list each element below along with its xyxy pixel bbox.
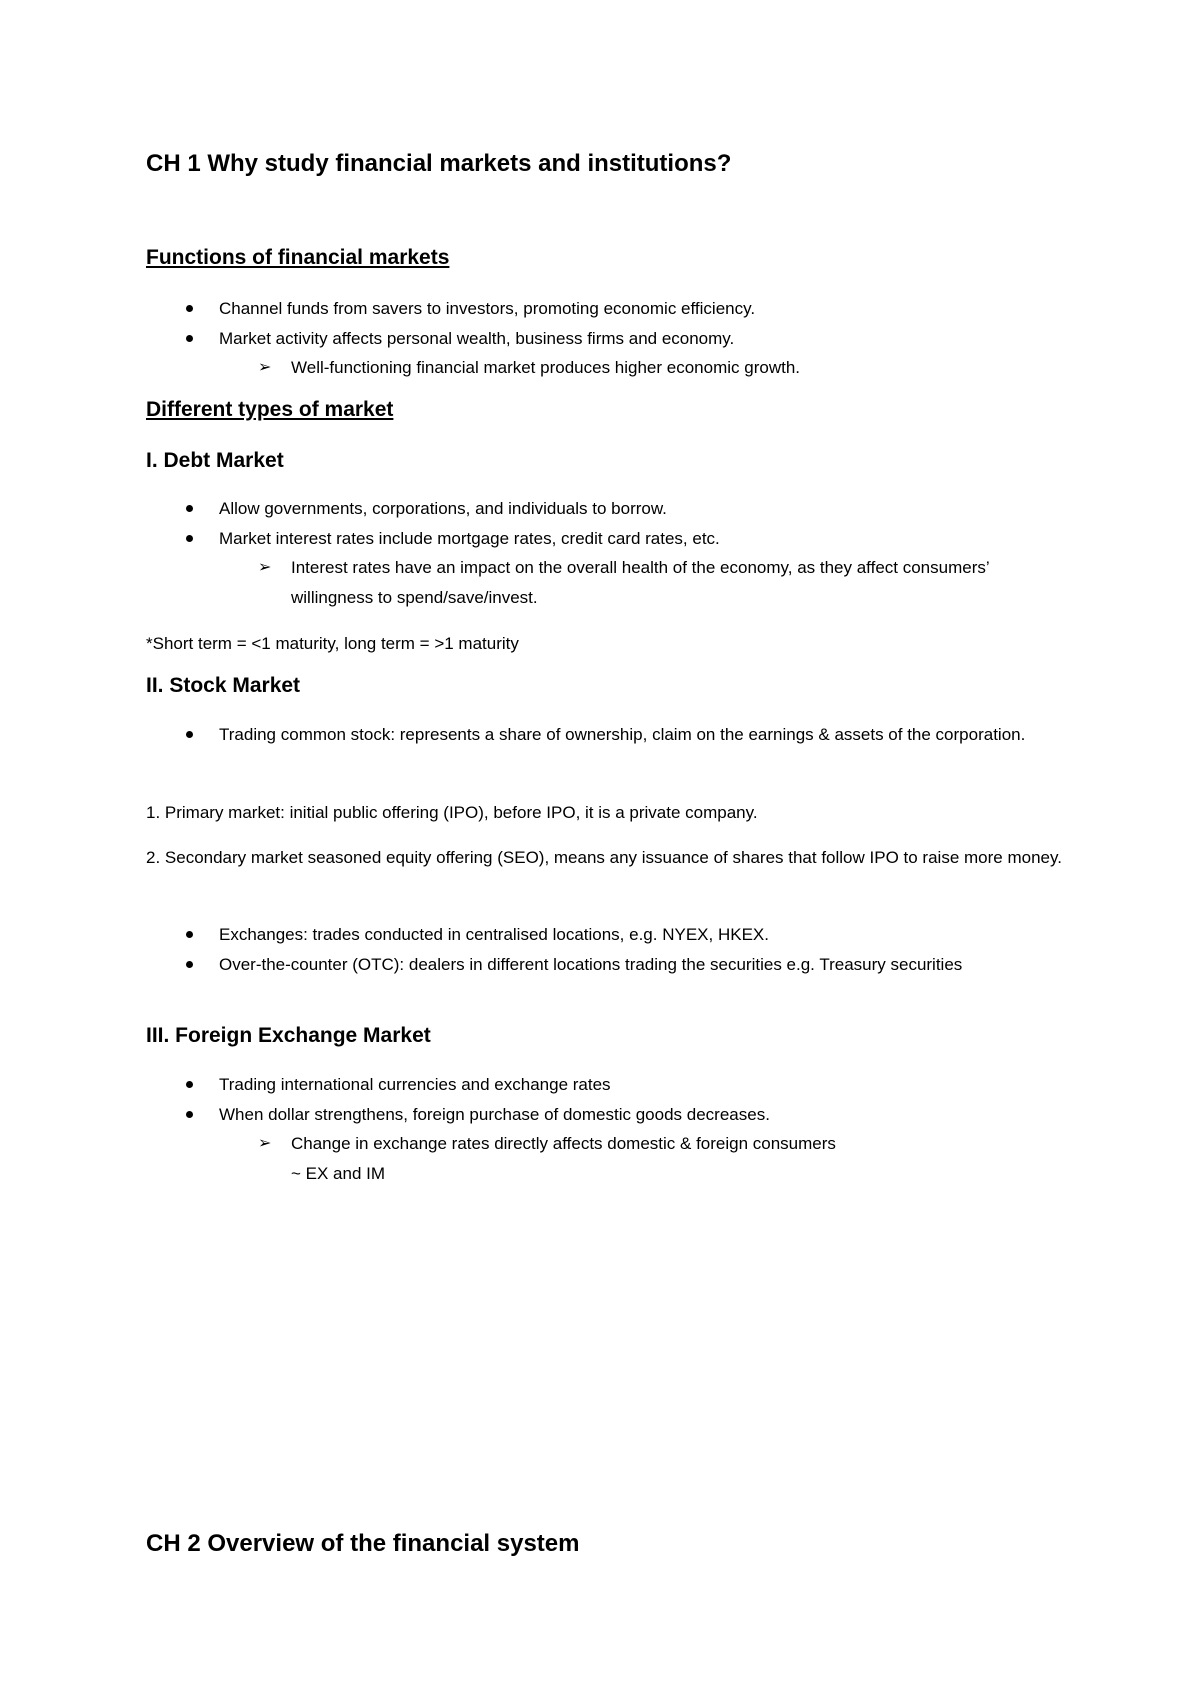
functions-bullet-1: Channel funds from savers to investors, promoting economic efficiency.: [219, 299, 756, 318]
chapter-1-title: CH 1 Why study financial markets and institutions?: [146, 150, 732, 177]
forex-bullet-2: When dollar strengthens, foreign purchase of domestic goods decreases.: [219, 1105, 770, 1124]
bullet-icon: [186, 1081, 193, 1088]
arrow-bullet-icon: ➢: [258, 359, 272, 376]
chapter-2-title: CH 2 Overview of the financial system: [146, 1530, 580, 1557]
bullet-icon: [186, 1111, 193, 1118]
forex-arrow-line-2: ~ EX and IM: [291, 1164, 386, 1183]
arrow-bullet-icon: ➢: [258, 559, 272, 576]
forex-arrow-line-1: Change in exchange rates directly affects domestic & foreign consumers: [291, 1134, 836, 1153]
bullet-icon: [186, 305, 193, 312]
functions-heading: Functions of financial markets: [146, 246, 450, 269]
primary-market-text: 1. Primary market: initial public offering (IPO), before IPO, it is a private company.: [146, 803, 758, 822]
stock-bullet-otc: Over-the-counter (OTC): dealers in different locations trading the securities e.g. Treasury securities: [219, 955, 963, 974]
debt-arrow-text: Interest rates have an impact on the overall health of the economy, as they affect consumers’ willingness to spend/save/invest.: [291, 558, 990, 607]
secondary-market-text: 2. Secondary market seasoned equity offering (SEO), means any issuance of shares that follow IPO to raise more money.: [146, 848, 1062, 867]
debt-bullet-1: Allow governments, corporations, and individuals to borrow.: [219, 499, 667, 518]
functions-arrow-text: Well-functioning financial market produces higher economic growth.: [291, 358, 800, 377]
debt-bullet-2: Market interest rates include mortgage rates, credit card rates, etc.: [219, 529, 720, 548]
bullet-icon: [186, 335, 193, 342]
bullet-icon: [186, 505, 193, 512]
debt-market-heading: I. Debt Market: [146, 449, 284, 472]
arrow-bullet-icon: ➢: [258, 1135, 272, 1152]
forex-bullet-1: Trading international currencies and exchange rates: [219, 1075, 611, 1094]
stock-bullet-exchanges: Exchanges: trades conducted in centralised locations, e.g. NYEX, HKEX.: [219, 925, 769, 944]
stock-bullet-1: Trading common stock: represents a share of ownership, claim on the earnings & assets of the corporation.: [219, 725, 1026, 744]
functions-bullet-2: Market activity affects personal wealth, business firms and economy.: [219, 329, 735, 348]
stock-market-heading: II. Stock Market: [146, 674, 301, 697]
forex-market-heading: III. Foreign Exchange Market: [146, 1024, 431, 1047]
maturity-note: *Short term = <1 maturity, long term = >1 maturity: [146, 634, 519, 653]
bullet-icon: [186, 931, 193, 938]
types-heading: Different types of market: [146, 398, 394, 421]
bullet-icon: [186, 961, 193, 968]
bullet-icon: [186, 535, 193, 542]
bullet-icon: [186, 731, 193, 738]
